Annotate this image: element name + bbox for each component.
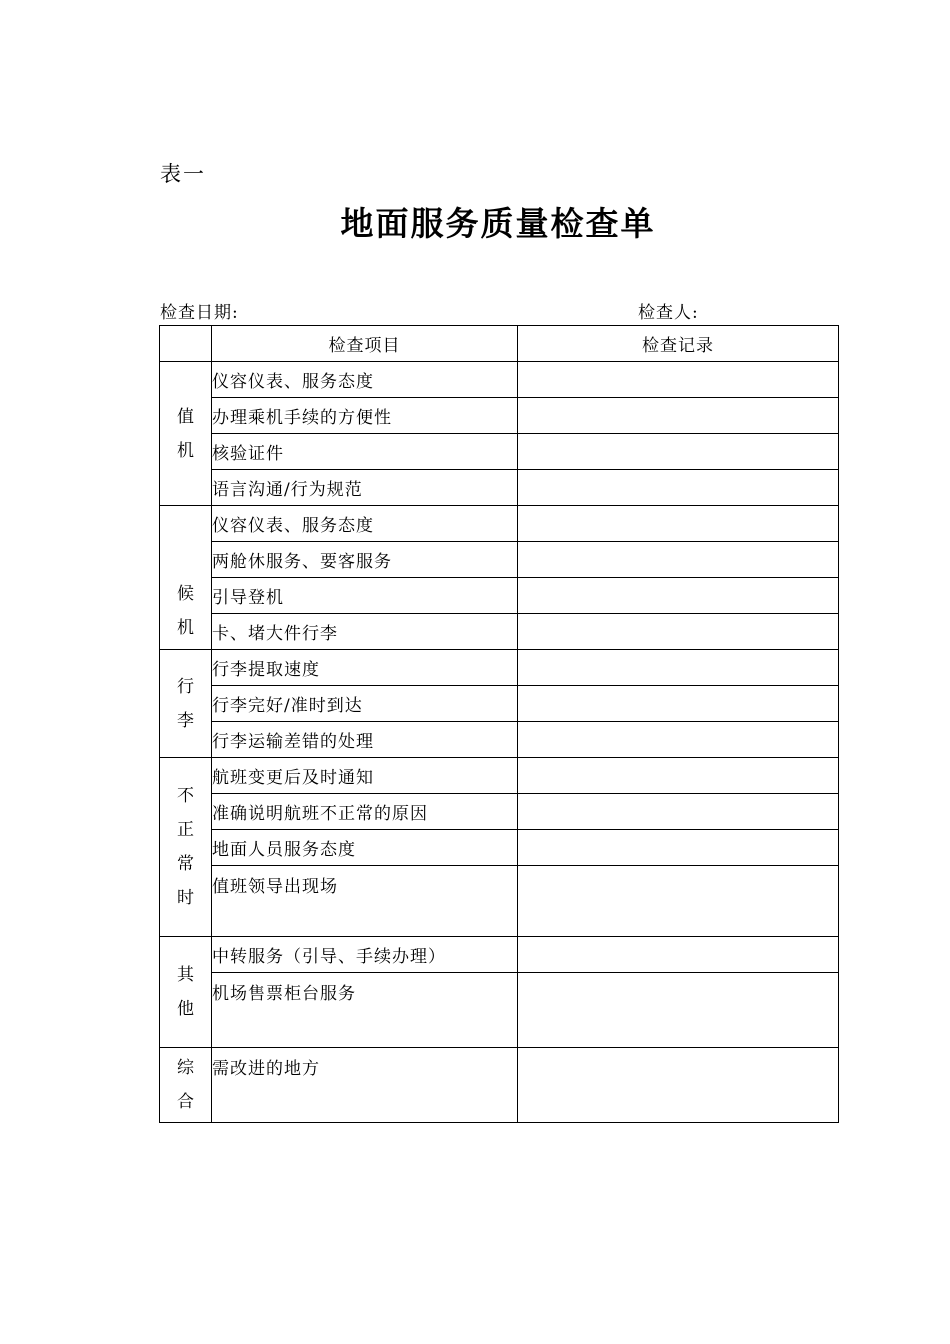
check-item: 两舱休服务、要客服务: [212, 542, 518, 578]
record-cell[interactable]: [518, 758, 839, 794]
category-char: 机: [177, 618, 194, 638]
table-row: [160, 506, 839, 542]
category-header: [160, 326, 212, 362]
record-cell[interactable]: [518, 470, 839, 506]
record-cell[interactable]: [518, 578, 839, 614]
record-cell[interactable]: [518, 794, 839, 830]
table-row: [160, 866, 839, 937]
check-item: 机场售票柜台服务: [212, 973, 518, 1048]
check-item: 办理乘机手续的方便性: [212, 398, 518, 434]
table-label: 表一: [160, 162, 206, 186]
category-char: 值: [177, 406, 194, 427]
table-row: [160, 362, 839, 398]
category-char: 机: [177, 440, 194, 461]
check-item: 行李提取速度: [212, 650, 518, 686]
category-char: 时: [177, 888, 194, 908]
check-item: 准确说明航班不正常的原因: [212, 794, 518, 830]
category-char: 综: [177, 1058, 194, 1078]
table-row: [160, 542, 839, 578]
check-item: 行李运输差错的处理: [212, 722, 518, 758]
check-item: 核验证件: [212, 434, 518, 470]
table-row: [160, 614, 839, 650]
record-cell[interactable]: [518, 650, 839, 686]
table-row: [160, 722, 839, 758]
record-cell[interactable]: [518, 398, 839, 434]
check-item: 地面人员服务态度: [212, 830, 518, 866]
table-row: [160, 937, 839, 973]
check-item: 仪容仪表、服务态度: [212, 362, 518, 398]
category-char: 候: [177, 584, 194, 604]
category-char: 他: [177, 999, 194, 1019]
table-row: [160, 434, 839, 470]
check-item: 卡、堵大件行李: [212, 614, 518, 650]
record-cell[interactable]: [518, 937, 839, 973]
category-char: 常: [177, 854, 194, 874]
check-item: 航班变更后及时通知: [212, 758, 518, 794]
category-cell: [160, 1048, 212, 1123]
record-cell[interactable]: [518, 362, 839, 398]
record-cell[interactable]: [518, 542, 839, 578]
inspector-label: 检查人:: [638, 303, 699, 323]
table-header-row: [160, 326, 839, 362]
table-row: [160, 470, 839, 506]
category-char: 合: [177, 1092, 194, 1112]
check-item: 中转服务（引导、手续办理）: [212, 937, 518, 973]
table-row: [160, 578, 839, 614]
record-cell[interactable]: [518, 506, 839, 542]
record-cell[interactable]: [518, 434, 839, 470]
table-row: [160, 398, 839, 434]
record-cell[interactable]: [518, 722, 839, 758]
document-title: 地面服务质量检查单: [340, 204, 656, 243]
record-cell[interactable]: [518, 830, 839, 866]
table-row: [160, 794, 839, 830]
table-row: [160, 1048, 839, 1123]
category-char: 行: [177, 676, 194, 697]
inspection-date-label: 检查日期:: [160, 303, 239, 323]
record-column-header: 检查记录: [518, 326, 839, 362]
category-char: 李: [177, 710, 194, 731]
category-cell: [160, 362, 212, 506]
check-item: 仪容仪表、服务态度: [212, 506, 518, 542]
check-item: 引导登机: [212, 578, 518, 614]
check-item: 需改进的地方: [212, 1048, 518, 1123]
category-cell: [160, 758, 212, 937]
category-char: 不: [177, 786, 194, 806]
record-cell[interactable]: [518, 1048, 839, 1123]
table-row: [160, 830, 839, 866]
item-column-header: 检查项目: [212, 326, 518, 362]
table-row: [160, 973, 839, 1048]
check-item: 行李完好/准时到达: [212, 686, 518, 722]
table-row: [160, 686, 839, 722]
check-item: 语言沟通/行为规范: [212, 470, 518, 506]
category-char: 正: [177, 820, 194, 840]
record-cell[interactable]: [518, 866, 839, 937]
check-item: 值班领导出现场: [212, 866, 518, 937]
category-cell: [160, 650, 212, 758]
record-cell[interactable]: [518, 686, 839, 722]
category-char: 其: [177, 965, 194, 985]
record-cell[interactable]: [518, 614, 839, 650]
category-cell: [160, 506, 212, 650]
record-cell[interactable]: [518, 973, 839, 1048]
table-row: [160, 650, 839, 686]
inspection-table: [159, 325, 839, 1123]
table-row: [160, 758, 839, 794]
category-cell: [160, 937, 212, 1048]
